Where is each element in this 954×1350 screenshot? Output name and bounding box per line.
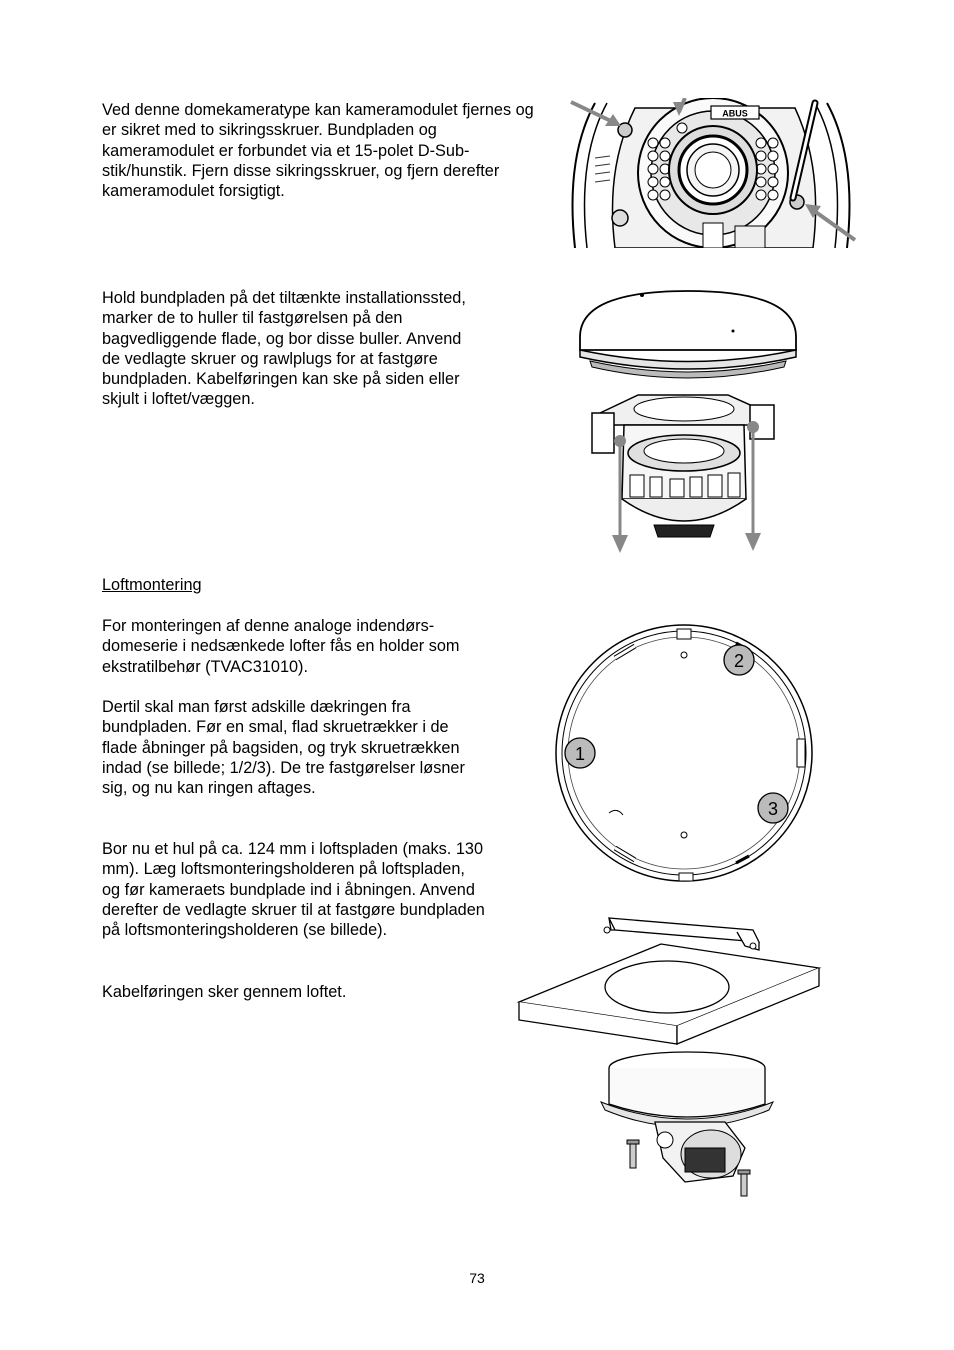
camera-module-figure xyxy=(565,98,857,248)
section3-para4: Kabelføringen sker gennem loftet. xyxy=(102,983,347,1001)
section3-heading: Loftmontering xyxy=(102,576,202,594)
svg-text:3: 3 xyxy=(767,799,779,819)
ring-marker-2 xyxy=(724,645,754,675)
dome-exploded-figure xyxy=(578,285,803,553)
ring-marker-3 xyxy=(758,793,788,823)
section3-para2: Dertil skal man først adskille dækringen fra bundpladen. Før en smal, flad skruetrækker i de flade åbninger på bagsiden, og tryk skruetrækken indad (se billede; 1/2/3). De tre fastgørelser løsner sig, og nu kan ringen aftages. xyxy=(102,698,465,798)
ceiling-mount-figure xyxy=(515,908,823,1200)
camera-brand-label: ABUS xyxy=(722,108,748,119)
page-number: 73 xyxy=(469,1270,485,1286)
svg-text:1: 1 xyxy=(574,744,586,764)
svg-text:2: 2 xyxy=(733,651,745,671)
section2-text: Hold bundpladen på det tiltænkte installationssted, marker de to huller til fastgørelsen på den bagvedliggende flade, og bor disse buller. Anvend de vedlagte skruer og rawlplugs for at fastgøre bundpladen. Kabelføringen kan ske på siden eller skjult i loftet/væggen. xyxy=(102,289,466,409)
cover-ring-figure xyxy=(553,623,816,885)
section3-para3: Bor nu et hul på ca. 124 mm i loftspladen (maks. 130 mm). Læg loftsmonteringsholderen på loftspladen, og før kameraets bundplade ind i åbningen. Anvend derefter de vedlagte skruer til at fastgøre bundpladen på loftsmonteringsholderen (se billede). xyxy=(102,840,485,940)
section1-text: Ved denne domekameratype kan kameramodulet fjernes og er sikret med to sikringsskruer. Bundpladen og kameramodulet er forbundet via et 15-polet D-Sub-stik/hunstik. Fjern disse sikringsskruer, og fjern derefter kameramodulet forsigtigt. xyxy=(102,101,534,201)
ring-marker-1 xyxy=(565,738,595,768)
section3-para1: For monteringen af denne analoge indendørs-domeserie i nedsænkede lofter fås en holder som ekstratilbehør (TVAC31010). xyxy=(102,617,460,676)
